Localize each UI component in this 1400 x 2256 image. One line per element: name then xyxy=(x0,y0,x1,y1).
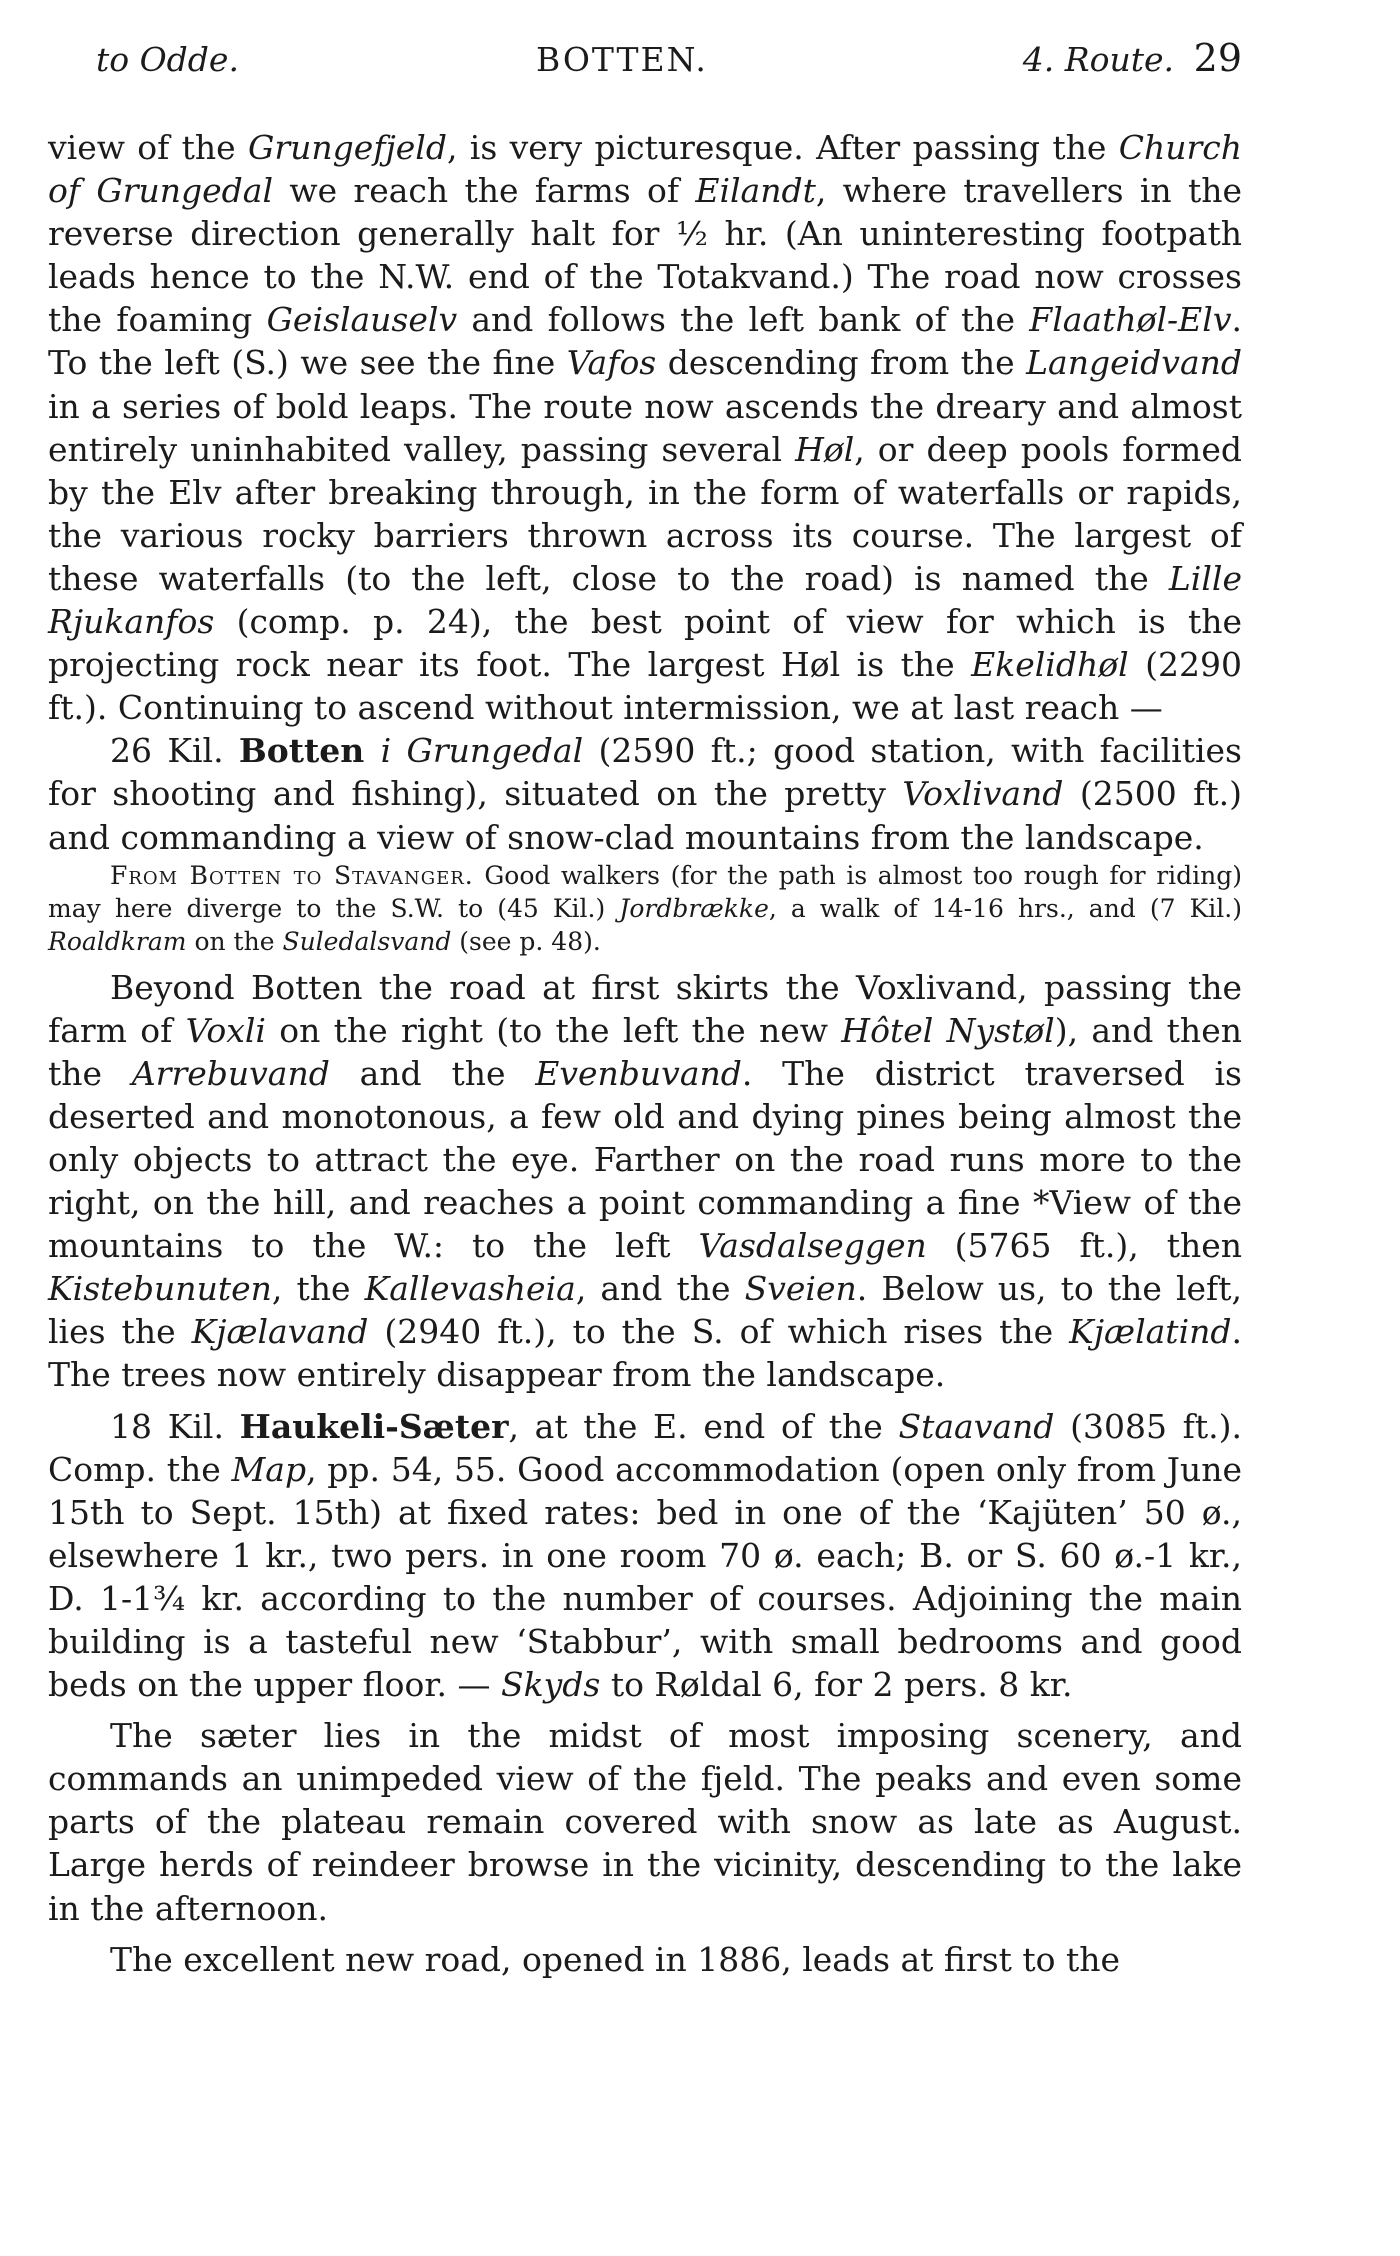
header-route: 4. Route. xyxy=(1022,40,1174,79)
text-run: , is very picturesque. After passing the xyxy=(446,128,1119,167)
text-run: descending from the xyxy=(656,343,1027,383)
running-header xyxy=(96,36,1242,90)
text-run: and follows the left bank of the xyxy=(457,300,1030,340)
skyds-label: Skyds xyxy=(501,1665,601,1705)
text-run: . Below us, to the left, lies the xyxy=(48,1269,1242,1352)
text-run: (3085 ft.). Comp. the xyxy=(48,1406,1242,1489)
text-run: 26 Kil. xyxy=(110,731,239,771)
place-name: Voxli xyxy=(185,1010,266,1050)
text-run: in a series of bold leaps. The route now ascends the dreary and almost entirely uninhabited valley, passing several xyxy=(48,386,1242,469)
place-name: Jordbrække xyxy=(619,893,769,923)
text-run: Good walkers (for the path is almost too rough for riding) may here diverge to the S.W. to (45 Kil.) xyxy=(48,860,1242,923)
place-name: Geislauselv xyxy=(266,300,458,340)
paragraph-saeter-scenery: The sæter lies in the midst of most imposing scenery, and commands an unimpeded view of the fjeld. The peaks and even some parts of the plateau remain covered with snow as late as August. Large herds of reindeer browse in the vicinity, descending to the lake in the afternoon. xyxy=(48,1716,1242,1928)
place-name: Grungefjeld xyxy=(248,128,447,167)
text-run: , pp. 54, 55. Good accommodation (open only from June 15th to Sept. 15th) at fixed rates: bed in one of the ‘Kajüten’ 50 ø., elsewhere 1 kr., two pers. in one room 70 ø. each; B. or S. 60 ø.-1 kr., D. 1-1¾ kr. according to the number of courses. Adjoining the main building is a tasteful new ‘Stabbur’, with small bedrooms and good beds on the upper floor. — xyxy=(48,1449,1242,1705)
place-name: Hôtel Nystøl xyxy=(841,1010,1055,1050)
text-run: , or deep pools formed by the Elv after breaking through, in the form of waterfalls or rapids, the various rocky barriers thrown across its course. The largest of these waterfalls (to the left, close to the road) is named the xyxy=(48,429,1242,598)
place-name: i Grungedal xyxy=(380,731,584,771)
text-run: on the right (to the left the new xyxy=(265,1010,842,1050)
text-run: , and the xyxy=(575,1269,745,1309)
text-run: (comp. p. 24), the best point of view for which is the projecting rock near its foot. The largest Høl is the xyxy=(48,602,1242,685)
place-name: Sveien xyxy=(744,1269,857,1309)
paragraph-botten xyxy=(48,729,1242,858)
place-name: Suledalsvand xyxy=(282,926,452,956)
text-run: (5765 ft.), then xyxy=(926,1226,1243,1266)
text-run: . The district traversed is deserted and monotonous, a few old and dying pines being almost the only objects to attract the eye. Farther on the road runs more to the right, on the hill, and reaches a point commanding a fine *View of the mountains to the W.: to the left xyxy=(48,1053,1242,1266)
text-run: (2590 ft.; good station, with facilities for shooting and fishing), situated on the pretty xyxy=(48,731,1242,814)
text-run: , where travellers in the reverse direction generally halt for ½ hr. (An uninteresting footpath leads hence to the N.W. end of the Totakvand.) The road now crosses the foaming xyxy=(48,171,1242,340)
text-run: and the xyxy=(329,1053,536,1093)
place-name: Kallevasheia xyxy=(364,1269,576,1309)
place-name: Høl xyxy=(795,429,855,469)
text-run: view of the xyxy=(48,128,249,167)
place-name: Voxlivand xyxy=(902,774,1064,814)
place-name: Lille Rjukanfos xyxy=(48,558,1242,642)
place-name: Ekelidhøl xyxy=(971,645,1129,685)
place-name: Kistebunuten xyxy=(48,1269,272,1309)
place-name: Eilandt xyxy=(695,171,816,211)
text-run: to Røldal 6, for 2 pers. 8 kr. xyxy=(600,1665,1073,1705)
note-botten-to-stavanger xyxy=(48,859,1242,958)
paragraph-new-road: The excellent new road, opened in 1886, leads at first to the xyxy=(110,1939,1121,1979)
place-name: Vafos xyxy=(566,343,657,383)
place-name: Kjælatind xyxy=(1069,1312,1232,1352)
place-name: Staavand xyxy=(898,1406,1055,1446)
text-run: . The trees now entirely disappear from the landscape. xyxy=(48,1312,1242,1395)
text-run: ), and then the xyxy=(48,1010,1242,1093)
text-run: . To the left (S.) we see the fine xyxy=(48,300,1242,383)
text-run: on the xyxy=(186,926,283,956)
place-name: Langeidvand xyxy=(1026,343,1242,383)
place-name: Arrebuvand xyxy=(131,1053,330,1093)
place-name: Vasdalseggen xyxy=(698,1226,927,1266)
paragraph-haukeli-saeter xyxy=(48,1405,1242,1707)
note-heading: From Botten to Stavanger. xyxy=(110,860,474,890)
text-run: (see p. 48). xyxy=(451,926,601,956)
place-name: Kjælavand xyxy=(191,1312,369,1352)
paragraph-beyond-botten xyxy=(48,966,1242,1397)
place-name: Church of Grungedal xyxy=(48,128,1242,211)
text-run: (2940 ft.), to the S. of which rises the xyxy=(368,1312,1070,1352)
text-run: , a walk of 14-16 hrs., and (7 Kil.) xyxy=(768,893,1243,923)
text-run: we reach the farms of xyxy=(273,171,696,211)
header-left: to Odde. xyxy=(96,40,239,79)
station-name: Haukeli-Sæter xyxy=(239,1406,509,1446)
text-run: (2290 ft.). Continuing to ascend without intermission, we at last reach — xyxy=(48,645,1242,728)
text-run: , the xyxy=(271,1269,365,1309)
text-run: (2500 ft.) and commanding a view of snow-clad mountains from the landscape. xyxy=(48,774,1242,857)
body-text xyxy=(48,126,1242,1981)
page-number: 29 xyxy=(1193,36,1242,80)
text-run: , at the E. end of the xyxy=(508,1406,899,1446)
header-title: BOTTEN. xyxy=(536,40,708,79)
place-name: Evenbuvand xyxy=(535,1053,742,1093)
place-name: Roaldkram xyxy=(48,926,187,956)
text-run: 18 Kil. xyxy=(110,1406,240,1446)
paragraph-grungedal xyxy=(48,126,1242,729)
text-run: Beyond Botten the road at first skirts the Voxlivand, passing the farm of xyxy=(48,967,1242,1050)
place-name: Flaathøl-Elv xyxy=(1029,300,1232,340)
station-name: Botten xyxy=(238,731,381,771)
map-reference: Map xyxy=(231,1449,307,1489)
